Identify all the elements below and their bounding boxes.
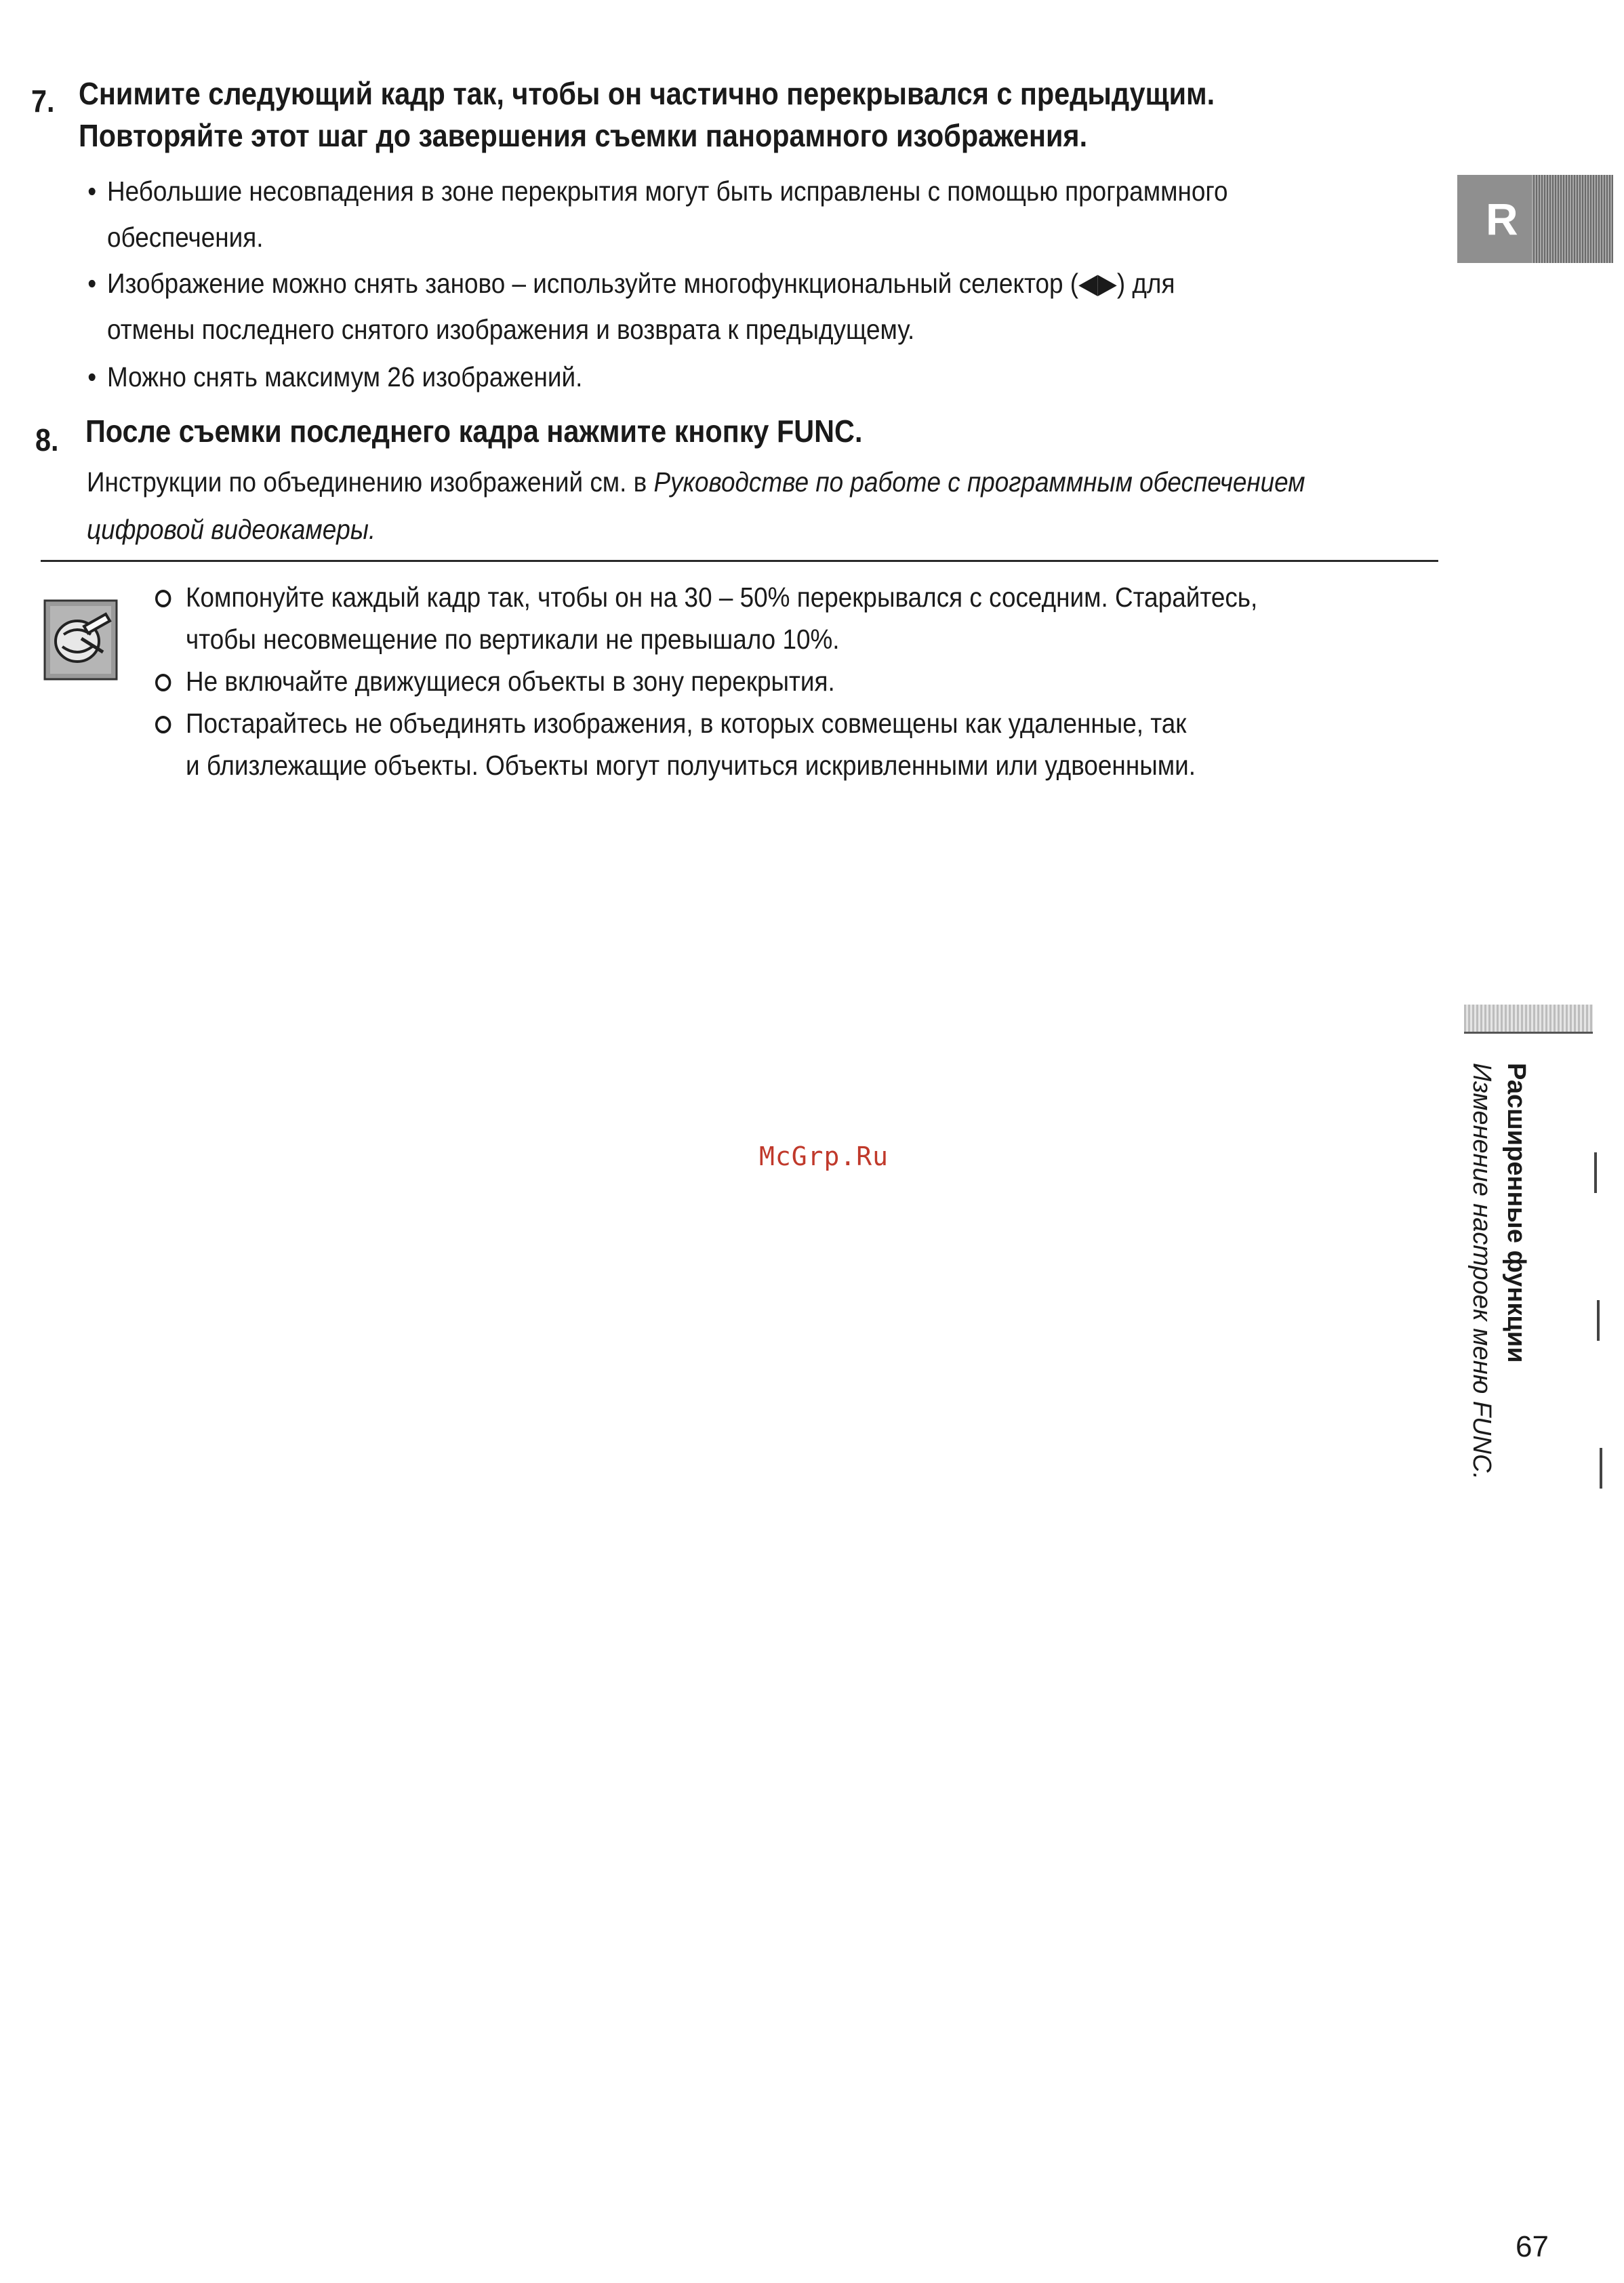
note-item-1 — [186, 576, 1257, 618]
step-7-bullet-2-continued: отмены последнего снятого изображения и возврата к предыдущему. — [107, 314, 915, 345]
note-item-2 — [186, 660, 835, 702]
circle-bullet-icon — [155, 716, 171, 733]
circle-bullet-icon — [155, 674, 171, 691]
watermark: McGrp.Ru — [759, 1142, 889, 1171]
step-7-bullet-2 — [87, 262, 1327, 305]
step-8-number: 8. — [35, 422, 59, 458]
step-7-bullet-1-text: Небольшие несовпадения в зоне перекрытия могут быть исправлены с помощью программного — [107, 176, 1228, 207]
note-pencil-icon — [43, 599, 118, 681]
step-7-number: 7. — [31, 83, 55, 119]
note-item-2-text: Не включайте движущиеся объекты в зону перекрытия. — [186, 666, 835, 697]
note-item-3-text: Постарайтесь не объединять изображения, в которых совмещены как удаленные, так — [186, 708, 1187, 739]
bullet-marker: • — [87, 176, 97, 207]
step-8-instruction-line-1 — [87, 458, 1305, 506]
step-8-heading: После съемки последнего кадра нажмите кнопку FUNC. — [85, 413, 863, 449]
side-tab-bar — [1464, 1005, 1593, 1034]
section-r-letter: R — [1486, 194, 1518, 244]
step-7-bullet-3 — [87, 355, 1327, 399]
step-7-bullet-1-continued: обеспечения. — [107, 222, 264, 253]
circle-bullet-icon — [155, 590, 171, 607]
step-8-manual-reference: Руководстве по работе с программным обеспечением — [653, 466, 1305, 498]
side-section-subtitle: Изменение настроек меню FUNC. — [1467, 1063, 1496, 1480]
side-section-title: Расширенные функции — [1502, 1063, 1530, 1363]
note-item-1-text: Компонуйте каждый кадр так, чтобы он на 30 – 50% перекрывался с соседним. Старайтесь, — [186, 582, 1258, 613]
step-8-manual-reference-continued: цифровой видеокамеры. — [87, 514, 376, 545]
step-8-instruction-line-2 — [87, 506, 375, 553]
bullet-marker: • — [87, 361, 97, 392]
scan-artifact — [1600, 1448, 1602, 1489]
page-number: 67 — [1516, 2230, 1549, 2263]
scan-artifact — [1597, 1300, 1600, 1341]
side-running-header — [1384, 1063, 1533, 1537]
step-7-heading-line-2: Повторяйте этот шаг до завершения съемки панорамного изображения. — [79, 118, 1088, 153]
bullet-marker: • — [87, 268, 97, 299]
step-7-bullet-1 — [87, 169, 1327, 213]
step-7-bullet-2-text: Изображение можно снять заново – используйте многофункциональный селектор (◀▶) для — [107, 268, 1175, 299]
note-item-1-continued: чтобы несовмещение по вертикали не превышало 10%. — [186, 624, 840, 655]
scan-artifact — [1594, 1152, 1597, 1193]
step-7-heading-line-1: Снимите следующий кадр так, чтобы он частично перекрывался с предыдущим. — [79, 76, 1215, 111]
step-7-bullet-3-text: Можно снять максимум 26 изображений. — [107, 361, 583, 392]
note-item-3-continued: и близлежащие объекты. Объекты могут получиться искривленными или удвоенными. — [186, 750, 1196, 781]
note-item-3 — [186, 702, 1186, 744]
section-divider — [41, 560, 1438, 562]
section-r-tab — [1457, 175, 1613, 263]
step-8-instruction-plain: Инструкции по объединению изображений см. в — [87, 466, 654, 498]
